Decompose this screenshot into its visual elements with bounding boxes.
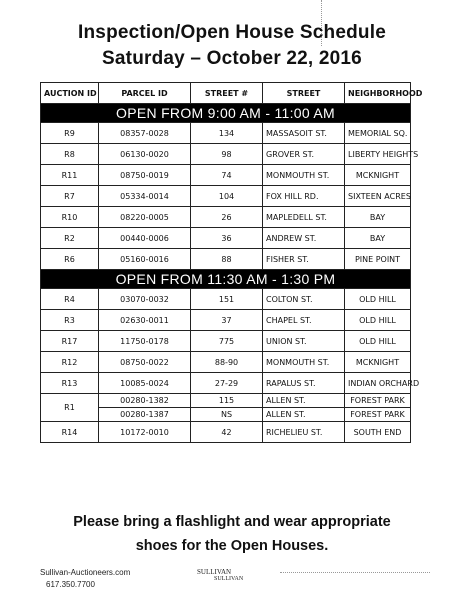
- auction-id-cell: R2: [41, 228, 99, 249]
- table-row: [41, 331, 411, 352]
- neighborhood-cell: INDIAN ORCHARD: [345, 373, 411, 394]
- parcel-id-cell: 05334-0014: [99, 186, 191, 207]
- parcel-id-cell: 05160-0016: [99, 249, 191, 270]
- flashlight-notice-line2: shoes for the Open Houses.: [135, 538, 329, 554]
- table-row: [41, 186, 411, 207]
- parcel-id-cell: 10085-0024: [99, 373, 191, 394]
- street-number-cell: 151: [191, 289, 263, 310]
- neighborhood-cell: BAY: [345, 228, 411, 249]
- session-label: OPEN FROM 11:30 AM - 1:30 PM: [41, 270, 411, 289]
- street-cell: ALLEN ST.: [263, 394, 345, 408]
- street-cell: FOX HILL RD.: [263, 186, 345, 207]
- street-number-cell: 36: [191, 228, 263, 249]
- table-header-row: [41, 83, 411, 104]
- street-cell: FISHER ST.: [263, 249, 345, 270]
- session-label: OPEN FROM 9:00 AM - 11:00 AM: [41, 104, 411, 123]
- table-row: [41, 165, 411, 186]
- street-cell: MONMOUTH ST.: [263, 352, 345, 373]
- neighborhood-cell: FOREST PARK: [345, 394, 411, 408]
- auction-id-cell: R17: [41, 331, 99, 352]
- parcel-id-cell: 10172-0010: [99, 422, 191, 443]
- auction-id-cell: R11: [41, 165, 99, 186]
- auction-id-cell: R9: [41, 123, 99, 144]
- parcel-id-cell: 08750-0022: [99, 352, 191, 373]
- street-cell: RAPALUS ST.: [263, 373, 345, 394]
- parcel-id-cell: 11750-0178: [99, 331, 191, 352]
- auction-id-cell: R12: [41, 352, 99, 373]
- street-cell: GROVER ST.: [263, 144, 345, 165]
- street-cell: ALLEN ST.: [263, 408, 345, 422]
- neighborhood-cell: OLD HILL: [345, 331, 411, 352]
- parcel-id-cell: 00440-0006: [99, 228, 191, 249]
- auction-id-cell: R13: [41, 373, 99, 394]
- street-cell: MASSASOIT ST.: [263, 123, 345, 144]
- website-text: Sullivan-Auctioneers.com: [40, 568, 131, 577]
- street-number-cell: 27-29: [191, 373, 263, 394]
- street-number-cell: 134: [191, 123, 263, 144]
- table-row: [41, 228, 411, 249]
- neighborhood-cell: LIBERTY HEIGHTS: [345, 144, 411, 165]
- street-cell: MONMOUTH ST.: [263, 165, 345, 186]
- logo-subtext: SULLIVAN: [214, 576, 244, 582]
- auction-id-cell: R14: [41, 422, 99, 443]
- table-row-grouped: [41, 394, 411, 408]
- street-cell: MAPLEDELL ST.: [263, 207, 345, 228]
- column-header-neighborhood: NEIGHBORHOOD: [345, 83, 411, 104]
- neighborhood-cell: SIXTEEN ACRES: [345, 186, 411, 207]
- parcel-id-cell: 02630-0011: [99, 310, 191, 331]
- logo-wordmark: SULLIVAN: [197, 568, 232, 576]
- parcel-id-cell: 08750-0019: [99, 165, 191, 186]
- column-header-street-number: STREET #: [191, 83, 263, 104]
- parcel-id-cell: 03070-0032: [99, 289, 191, 310]
- table-row: [41, 249, 411, 270]
- street-number-cell: 88-90: [191, 352, 263, 373]
- neighborhood-cell: MEMORIAL SQ.: [345, 123, 411, 144]
- auction-id-cell: R3: [41, 310, 99, 331]
- session-band-midday: [41, 270, 411, 289]
- auction-id-cell: R1: [41, 394, 99, 422]
- street-cell: RICHELIEU ST.: [263, 422, 345, 443]
- neighborhood-cell: BAY: [345, 207, 411, 228]
- street-cell: ANDREW ST.: [263, 228, 345, 249]
- parcel-id-cell: 00280-1382: [99, 394, 191, 408]
- street-cell: UNION ST.: [263, 331, 345, 352]
- street-number-cell: 74: [191, 165, 263, 186]
- auction-id-cell: R8: [41, 144, 99, 165]
- column-header-street: STREET: [263, 83, 345, 104]
- table-row: [41, 422, 411, 443]
- table-row: [41, 207, 411, 228]
- parcel-id-cell: 00280-1387: [99, 408, 191, 422]
- street-number-cell: 26: [191, 207, 263, 228]
- street-number-cell: 98: [191, 144, 263, 165]
- street-number-cell: 42: [191, 422, 263, 443]
- column-header-auction-id: AUCTION ID: [41, 83, 99, 104]
- street-number-cell: 37: [191, 310, 263, 331]
- street-number-cell: 88: [191, 249, 263, 270]
- page-subtitle-date: Saturday – October 22, 2016: [102, 48, 362, 69]
- neighborhood-cell: SOUTH END: [345, 422, 411, 443]
- neighborhood-cell: MCKNIGHT: [345, 352, 411, 373]
- street-number-cell: 115: [191, 394, 263, 408]
- table-row: [41, 310, 411, 331]
- street-number-cell: NS: [191, 408, 263, 422]
- neighborhood-cell: FOREST PARK: [345, 408, 411, 422]
- column-header-parcel-id: PARCEL ID: [99, 83, 191, 104]
- page-title: Inspection/Open House Schedule: [78, 22, 386, 43]
- street-cell: CHAPEL ST.: [263, 310, 345, 331]
- table-row: [41, 352, 411, 373]
- table-row: [41, 144, 411, 165]
- street-number-cell: 104: [191, 186, 263, 207]
- neighborhood-cell: OLD HILL: [345, 289, 411, 310]
- table-row: [41, 123, 411, 144]
- auction-id-cell: R7: [41, 186, 99, 207]
- neighborhood-cell: OLD HILL: [345, 310, 411, 331]
- neighborhood-cell: PINE POINT: [345, 249, 411, 270]
- parcel-id-cell: 08220-0005: [99, 207, 191, 228]
- footer-divider: [280, 572, 430, 573]
- auction-id-cell: R10: [41, 207, 99, 228]
- neighborhood-cell: MCKNIGHT: [345, 165, 411, 186]
- street-cell: COLTON ST.: [263, 289, 345, 310]
- auction-id-cell: R4: [41, 289, 99, 310]
- table-row: [41, 289, 411, 310]
- street-number-cell: 775: [191, 331, 263, 352]
- flashlight-notice-line1: Please bring a flashlight and wear appropriate: [73, 514, 391, 530]
- table-row: [41, 373, 411, 394]
- parcel-id-cell: 08357-0028: [99, 123, 191, 144]
- parcel-id-cell: 06130-0020: [99, 144, 191, 165]
- auction-id-cell: R6: [41, 249, 99, 270]
- phone-text: 617.350.7700: [46, 580, 95, 589]
- schedule-table: [40, 82, 423, 443]
- session-band-morning: [41, 104, 411, 123]
